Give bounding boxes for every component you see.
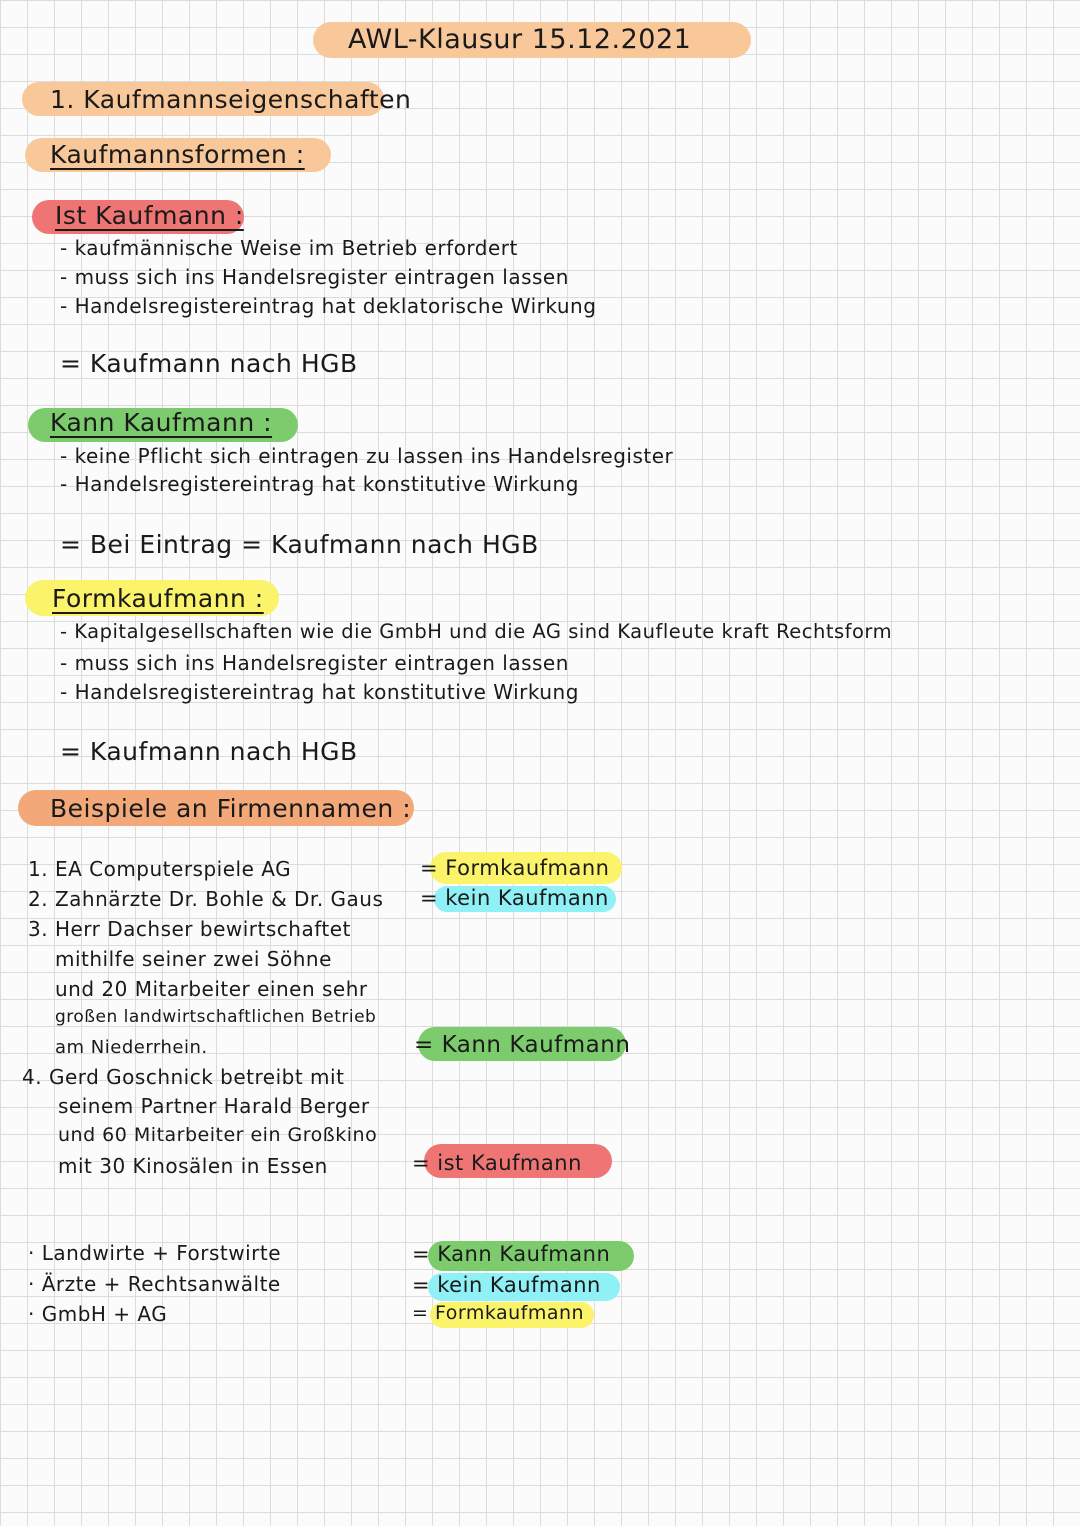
example-4-line-3: und 60 Mitarbeiter ein Großkino bbox=[58, 1124, 378, 1146]
example-3-line-5: am Niederrhein. bbox=[55, 1037, 208, 1058]
page-title: AWL-Klausur 15.12.2021 bbox=[348, 24, 692, 55]
kann-point-1: - keine Pflicht sich eintragen zu lassen ins Handelsregister bbox=[60, 444, 674, 468]
example-3-line-3: und 20 Mitarbeiter einen sehr bbox=[55, 977, 368, 1001]
kann-result: = Bei Eintrag = Kaufmann nach HGB bbox=[60, 530, 539, 559]
example-3-line-2: mithilfe seiner zwei Söhne bbox=[55, 947, 332, 971]
summary-2-result: = kein Kaufmann bbox=[412, 1273, 601, 1297]
example-3-line-1: 3. Herr Dachser bewirtschaftet bbox=[28, 917, 351, 941]
example-1-text: 1. EA Computerspiele AG bbox=[28, 857, 292, 881]
example-4-line-2: seinem Partner Harald Berger bbox=[58, 1094, 370, 1118]
ist-kaufmann-label: Ist Kaufmann : bbox=[55, 201, 244, 230]
example-4-line-1: 4. Gerd Goschnick betreibt mit bbox=[22, 1065, 345, 1089]
ist-result: = Kaufmann nach HGB bbox=[60, 349, 358, 378]
example-4-result: = ist Kaufmann bbox=[412, 1151, 582, 1175]
example-2-result: = kein Kaufmann bbox=[420, 886, 609, 910]
summary-3-result: = Formkaufmann bbox=[412, 1302, 585, 1324]
summary-1-result: = Kann Kaufmann bbox=[412, 1242, 611, 1266]
example-1-result: = Formkaufmann bbox=[420, 856, 610, 880]
form-point-1: - Kapitalgesellschaften wie die GmbH und die AG sind Kaufleute kraft Rechtsform bbox=[60, 620, 893, 643]
ist-point-3: - Handelsregistereintrag hat deklatorische Wirkung bbox=[60, 294, 597, 318]
ist-point-1: - kaufmännische Weise im Betrieb erfordert bbox=[60, 236, 518, 260]
form-point-3: - Handelsregistereintrag hat konstitutive Wirkung bbox=[60, 680, 579, 704]
kann-point-2: - Handelsregistereintrag hat konstitutive Wirkung bbox=[60, 472, 579, 496]
heading-kaufmannsformen: Kaufmannsformen : bbox=[50, 140, 305, 169]
form-result: = Kaufmann nach HGB bbox=[60, 737, 358, 766]
summary-2-label: · Ärzte + Rechtsanwälte bbox=[28, 1272, 281, 1296]
summary-3-label: · GmbH + AG bbox=[28, 1302, 168, 1326]
formkaufmann-label: Formkaufmann : bbox=[52, 584, 264, 613]
example-2-text: 2. Zahnärzte Dr. Bohle & Dr. Gaus bbox=[28, 887, 384, 911]
form-point-2: - muss sich ins Handelsregister eintragen lassen bbox=[60, 651, 569, 675]
ist-point-2: - muss sich ins Handelsregister eintragen lassen bbox=[60, 265, 569, 289]
example-3-line-4: großen landwirtschaftlichen Betrieb bbox=[55, 1007, 377, 1027]
heading-kaufmannseigenschaften: 1. Kaufmannseigenschaften bbox=[50, 85, 412, 114]
example-4-line-4: mit 30 Kinosälen in Essen bbox=[58, 1154, 328, 1178]
example-3-result: = Kann Kaufmann bbox=[414, 1032, 631, 1058]
examples-heading: Beispiele an Firmennamen : bbox=[50, 794, 412, 823]
summary-1-label: · Landwirte + Forstwirte bbox=[28, 1241, 282, 1265]
kann-kaufmann-label: Kann Kaufmann : bbox=[50, 408, 273, 437]
